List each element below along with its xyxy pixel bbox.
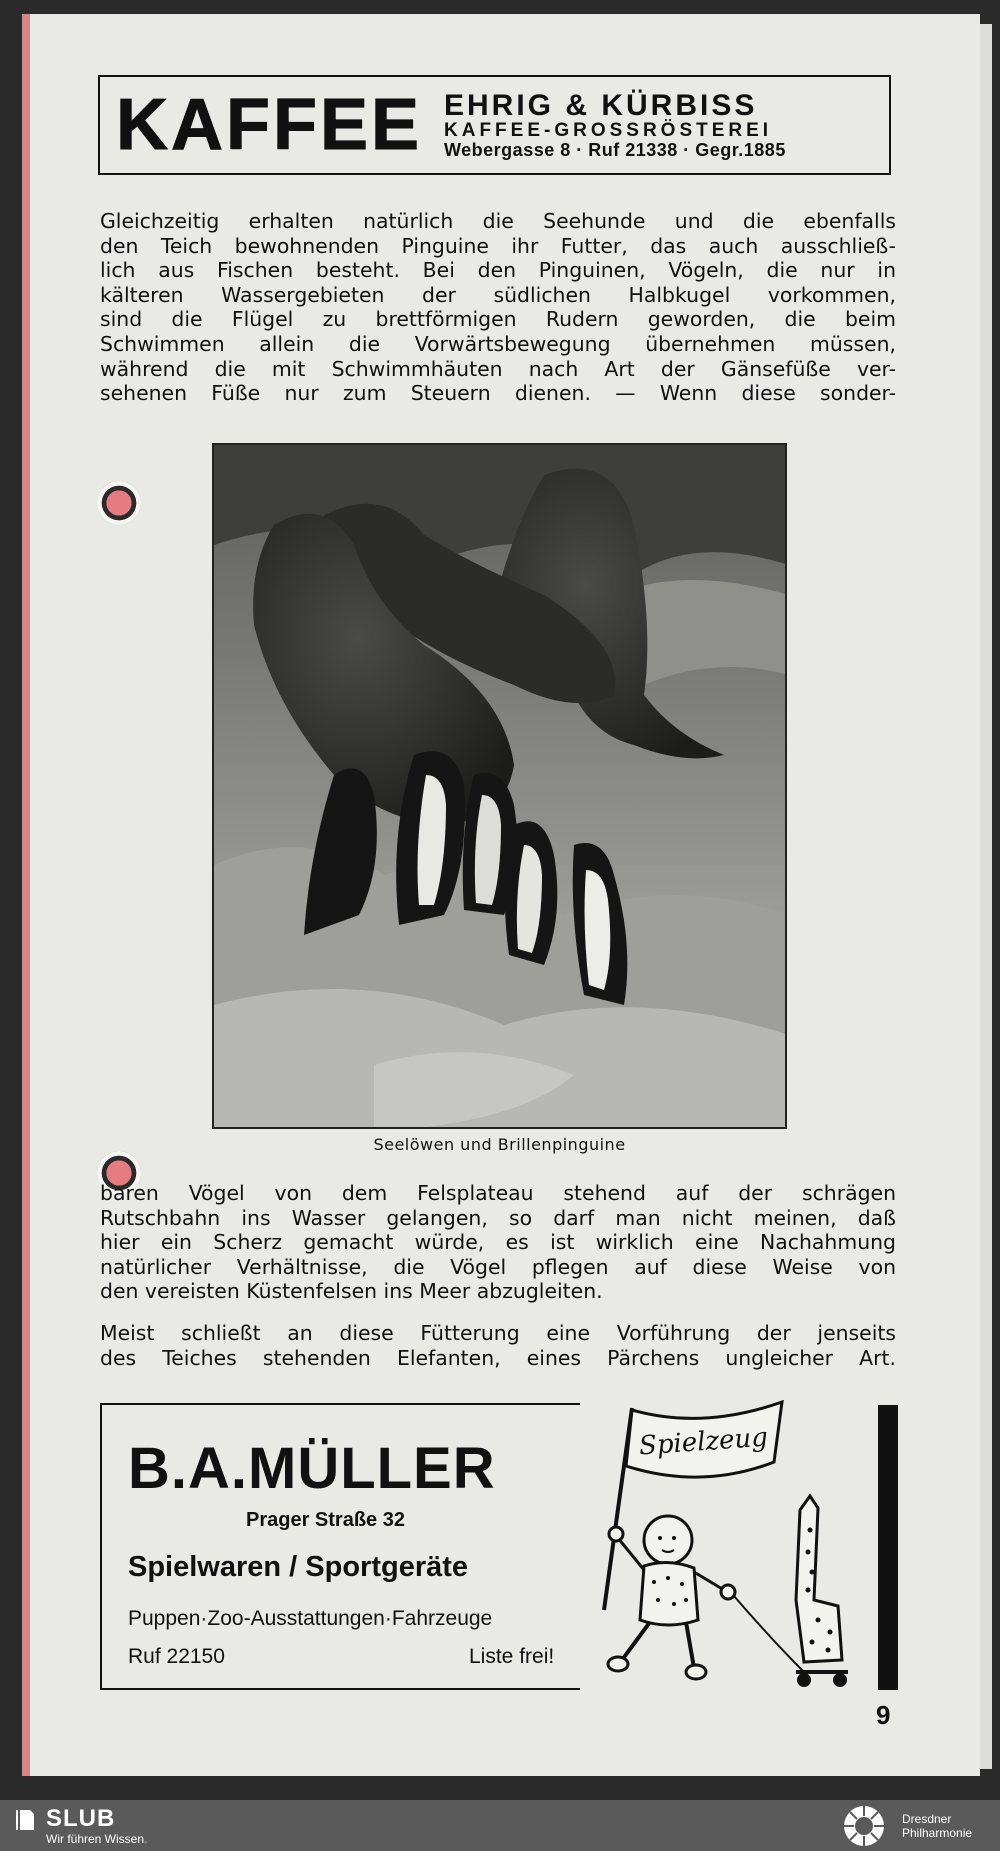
- kaffee-advertisement: [98, 75, 891, 175]
- dp-name-line-2: Philharmonie: [902, 1826, 973, 1840]
- paragraph-3: [100, 1321, 896, 1370]
- muller-advertisement: [100, 1403, 580, 1690]
- punch-hole-top: [97, 481, 141, 525]
- text-line: kälteren Wassergebieten der südlichen Halbkugel vorkommen,: [100, 282, 896, 307]
- text-line: sind die Flügel zu brettförmigen Rudern geworden, die beim: [100, 307, 896, 332]
- text-line: Meist schließt an diese Fütterung eine Vorführung der jenseits: [100, 1321, 896, 1345]
- ad-vertical-bar: [878, 1405, 898, 1690]
- dresdner-philharmonie-logo-icon: [842, 1804, 886, 1848]
- slub-tagline: Wir führen Wissen.: [46, 1832, 148, 1846]
- dp-name-line-1: Dresdner: [902, 1812, 952, 1826]
- muller-address: Prager Straße 32: [246, 1509, 405, 1531]
- photo-illustration: [214, 445, 787, 1129]
- page-number: 9: [876, 1700, 891, 1730]
- kaffee-company: EHRIG & KÜRBISS: [444, 88, 758, 122]
- text-line: Schwimmen allein die Vorwärtsbewegung übernehmen müssen,: [100, 331, 896, 356]
- text-line: lich aus Fischen besteht. Bei den Pinguinen, Vögeln, die nur in: [100, 258, 896, 283]
- muller-items: Puppen·Zoo-Ausstattungen·Fahrzeuge: [128, 1607, 493, 1630]
- footer-bar: [0, 1800, 1000, 1851]
- dresdner-philharmonie-name: [902, 1812, 972, 1840]
- text-line: hier ein Scherz gemacht würde, es ist wirklich eine Nachahmung: [100, 1230, 896, 1255]
- slub-name: SLUB: [46, 1805, 116, 1832]
- kaffee-brand: KAFFEE: [116, 85, 422, 165]
- text-line: den vereisten Küstenfelsen ins Meer abzugleiten.: [100, 1279, 603, 1304]
- kaffee-subtitle: KAFFEE-GROSSRÖSTEREI: [444, 120, 773, 142]
- paragraph-2: [100, 1181, 896, 1304]
- flag-text: Spielzeug: [638, 1422, 769, 1462]
- text-line: baren Vögel von dem Felsplateau stehend auf der schrägen: [100, 1181, 896, 1205]
- text-line: Gleichzeitig erhalten natürlich die Seehunde und die ebenfalls: [100, 209, 896, 233]
- slub-book-icon: [14, 1808, 36, 1832]
- text-line: natürlicher Verhältnisse, die Vögel pflegen auf diese Weise von: [100, 1254, 896, 1279]
- page-edge: [980, 24, 992, 1769]
- paragraph-1: [100, 209, 896, 406]
- kaffee-details: [444, 88, 786, 160]
- text-line: während die mit Schwimmhäuten nach Art der Gänsefüße ver-: [100, 356, 896, 381]
- muller-name: B.A.MÜLLER: [128, 1436, 496, 1501]
- text-line: Rutschbahn ins Wasser gelangen, so darf man nicht meinen, daß: [100, 1205, 896, 1230]
- text-line: sehenen Füße nur zum Steuern dienen. — Wenn diese sonder-: [100, 381, 896, 406]
- photo-sea-lions-penguins: [212, 443, 787, 1129]
- child-with-flag-illustration: [582, 1400, 876, 1695]
- text-line: des Teiches stehenden Elefanten, eines Pärchens ungleicher Art.: [100, 1345, 896, 1370]
- muller-list: Liste frei!: [469, 1645, 555, 1668]
- muller-phone: Ruf 22150: [128, 1645, 225, 1668]
- muller-category: Spielwaren / Sportgeräte: [128, 1551, 469, 1583]
- text-line: den Teich bewohnenden Pinguine ihr Futter, das auch ausschließ-: [100, 233, 896, 258]
- photo-caption: Seelöwen und Brillenpinguine: [373, 1135, 626, 1154]
- kaffee-address: Webergasse 8 · Ruf 21338 · Gegr.1885: [444, 139, 786, 160]
